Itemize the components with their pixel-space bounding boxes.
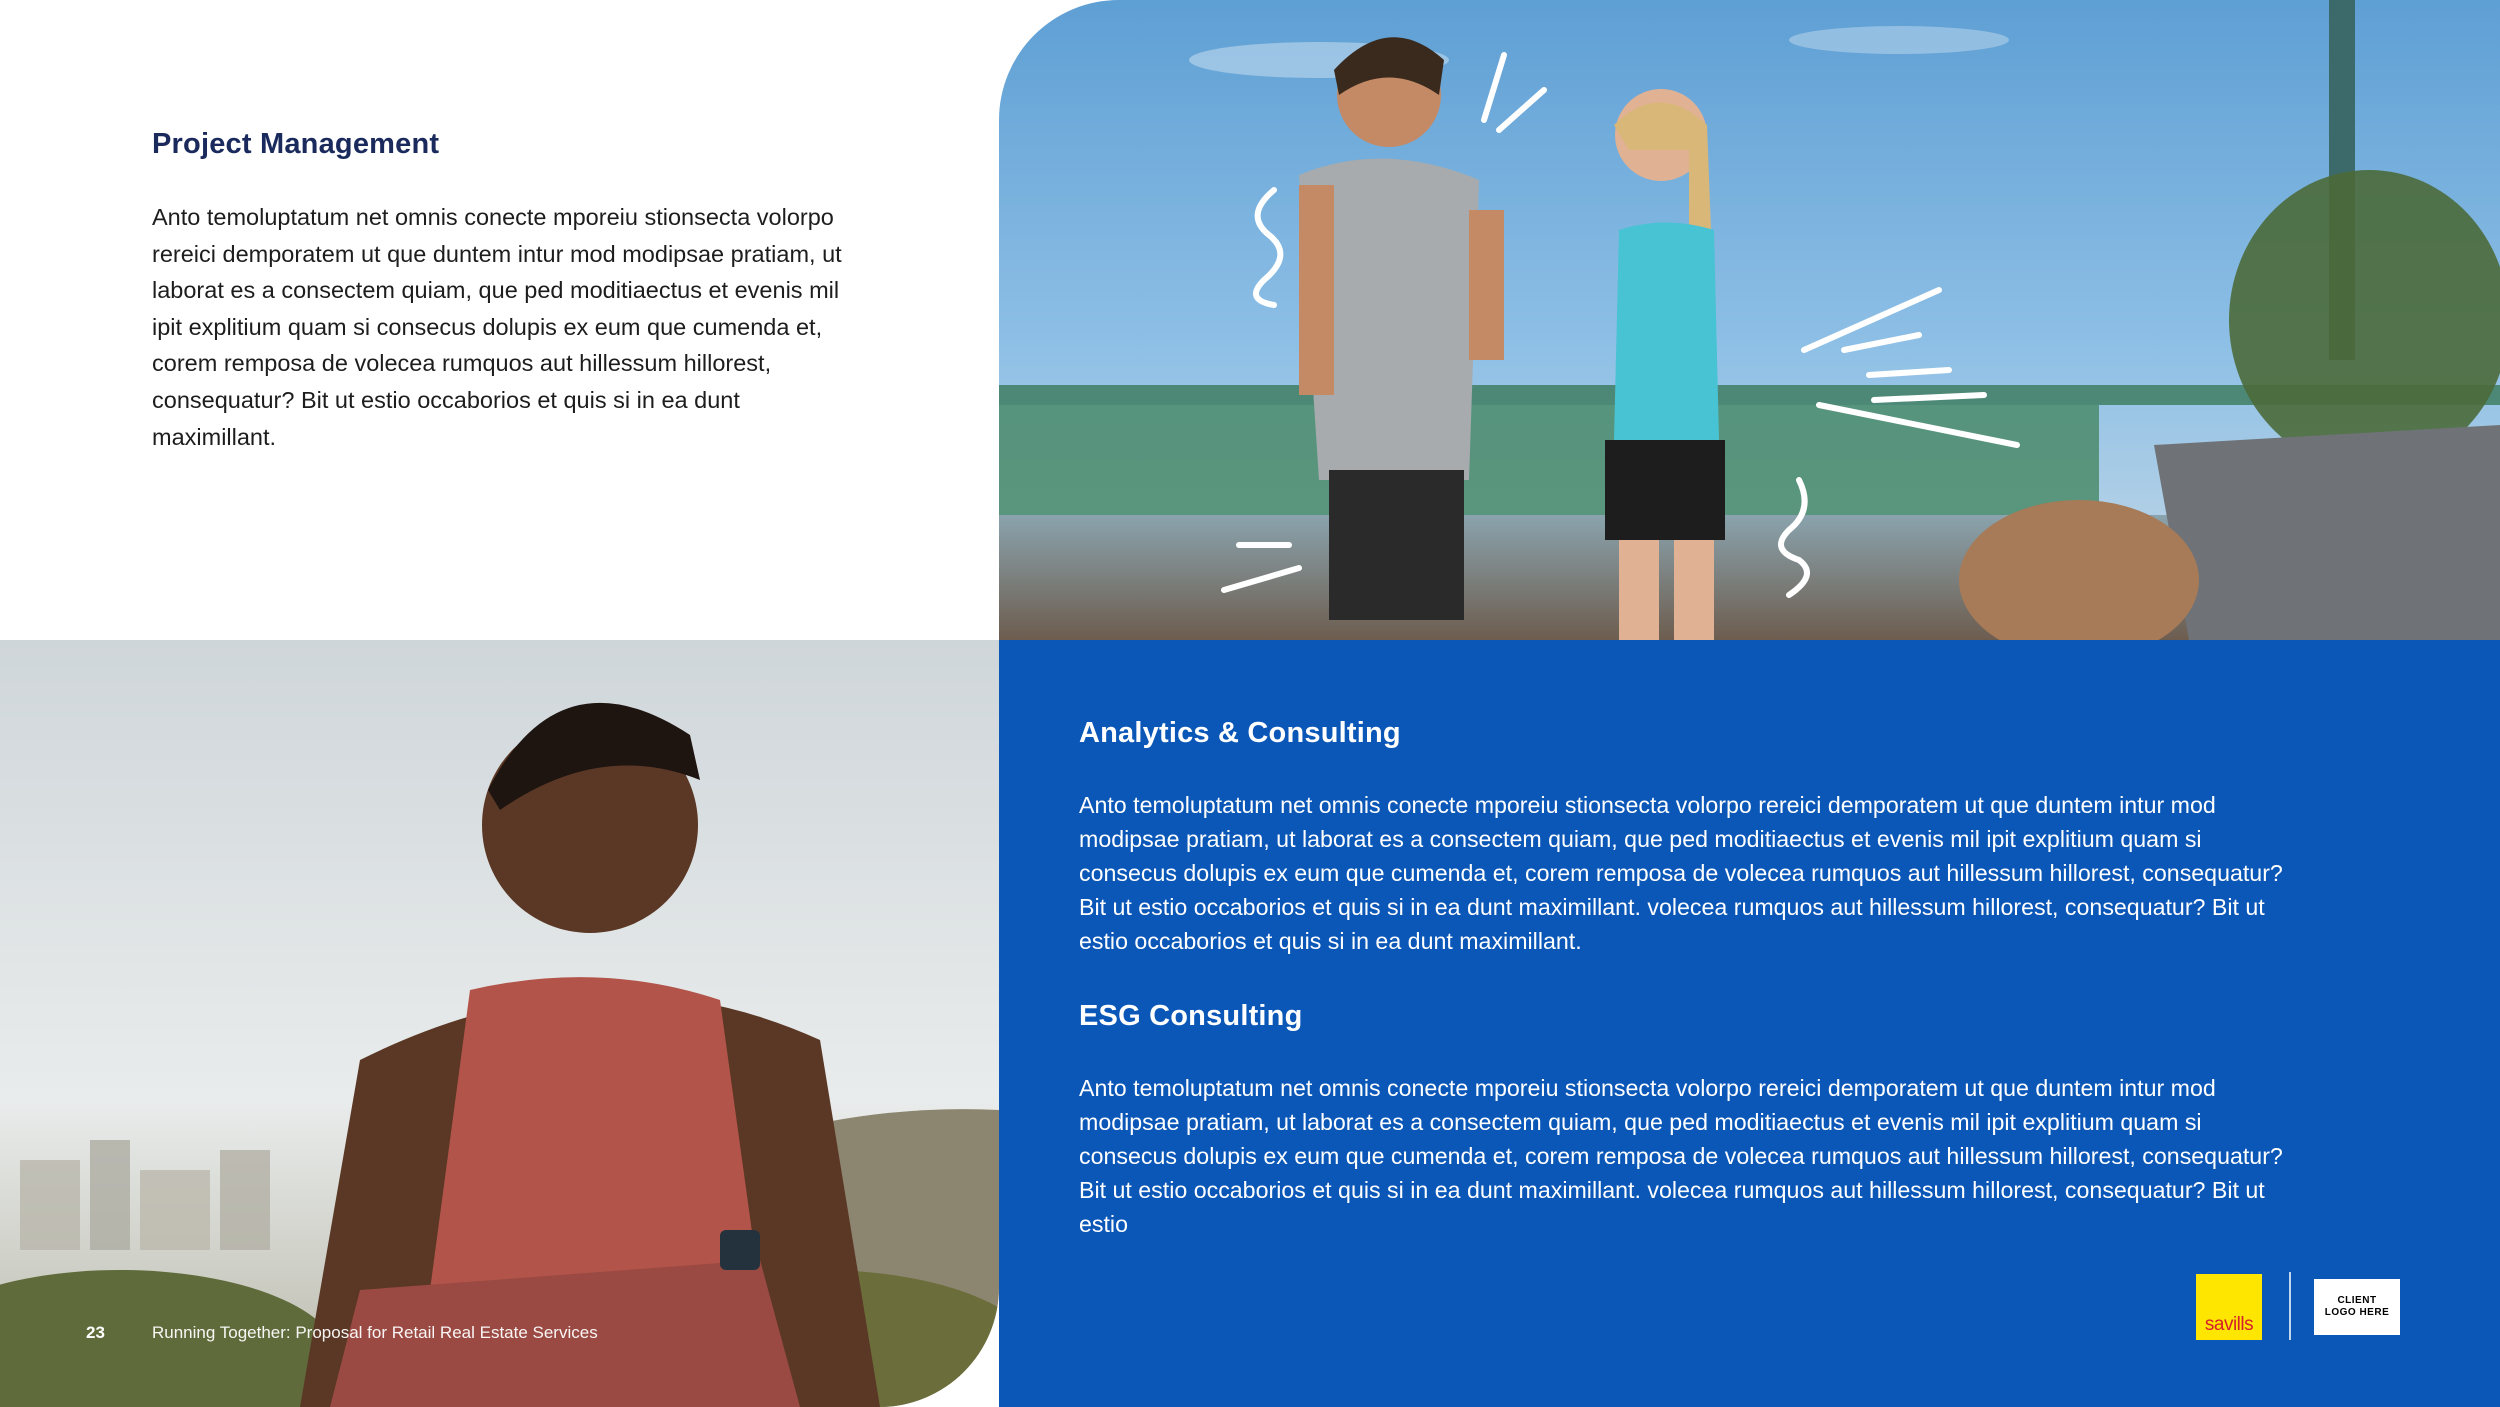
analytics-body: Anto temoluptatum net omnis conecte mporeiu stionsecta volorpo rereici demporatem ut que duntem intur mod modipsae pratiam, ut laborat es a consectem quiam, que ped moditiaectus et evenis mil ipit explitium quam si consecus dolupis ex eum que cumenda et, corem remposa de volecea rumquos aut hillessum hillorest, consequatur? Bit ut estio occaborios et quis si in ea dunt maximillant. volecea rumquos aut hillessum hillorest, consequatur? Bit ut estio occaborios et quis si in ea dunt maximillant. (1079, 792, 2283, 954)
savills-logo (2196, 1274, 2262, 1340)
page-number: 23 (86, 1323, 105, 1342)
document-title: Running Together: Proposal for Retail Real Estate Services (152, 1323, 598, 1342)
services-panel (999, 640, 2500, 1407)
logo-divider (2289, 1272, 2291, 1340)
running-couple-photo (999, 0, 2500, 640)
runner-woman-photo (0, 640, 999, 1407)
esg-heading: ESG Consulting (1079, 1000, 1303, 1032)
client-logo-line1: CLIENT (2337, 1295, 2377, 1306)
esg-body: Anto temoluptatum net omnis conecte mporeiu stionsecta volorpo rereici demporatem ut que duntem intur mod modipsae pratiam, ut laborat es a consectem quiam, que ped moditiaectus et evenis mil ipit explitium quam si consecus dolupis ex eum que cumenda et, corem remposa de volecea rumquos aut hillessum hillorest, consequatur? Bit ut estio occaborios et quis si in ea dunt maximillant. volecea rumquos aut hillessum hillorest, consequatur? Bit ut estio (1079, 1075, 2283, 1237)
services-content (1079, 717, 2294, 1283)
project-management-section (152, 128, 842, 455)
analytics-heading: Analytics & Consulting (1079, 717, 1401, 749)
page-footer (86, 1323, 598, 1343)
project-management-heading: Project Management (152, 128, 440, 160)
savills-logo-text: savills (2204, 1314, 2254, 1335)
project-management-body: Anto temoluptatum net omnis conecte mporeiu stionsecta volorpo rereici demporatem ut que duntem intur mod modipsae pratiam, ut laborat es a consectem quiam, que ped moditiaectus et evenis mil ipit explitium quam si consecus dolupis ex eum que cumenda et, corem remposa de volecea rumquos aut hillessum hillorest, consequatur? Bit ut estio occaborios et quis si in ea dunt maximillant. (152, 204, 842, 450)
client-logo-line2: LOGO HERE (2324, 1307, 2390, 1318)
client-logo-placeholder (2314, 1279, 2400, 1335)
